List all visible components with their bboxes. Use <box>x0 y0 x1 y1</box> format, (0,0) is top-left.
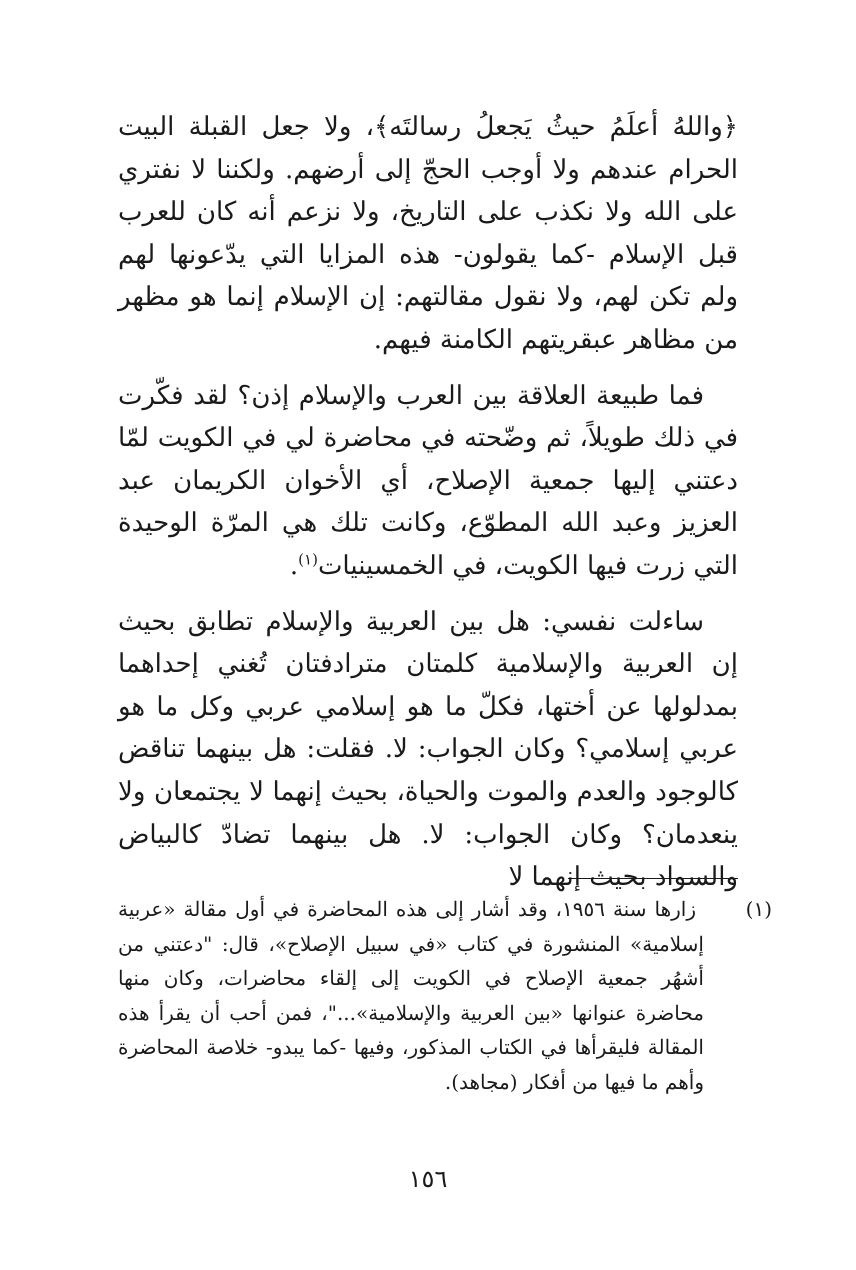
footnote-text: زارها سنة ١٩٥٦، وقد أشار إلى هذه المحاضرة في أول مقالة «عربية إسلامية» المنشورة في كتاب «في سبيل الإصلاح»، قال: "دعتني من أشهُر جمعية الإصلاح في الكويت إلى إلقاء محاضرات، وكان منها محاضرة عنوانها «بين العربية والإسلامية»..."، فمن أحب أن يقرأ هذه المقالة فليقرأها في الكتاب المذكور، وفيها -كما يبدو- خلاصة المحاضرة وأهم ما فيها من أفكار (مجاهد). <box>118 897 704 1094</box>
page-number: ١٥٦ <box>408 1165 448 1193</box>
main-text <box>118 106 738 912</box>
paragraph-2-period: . <box>289 550 299 581</box>
footnote <box>118 892 772 1099</box>
footnote-reference[interactable]: (١) <box>298 550 318 569</box>
footnote-body <box>118 892 772 1099</box>
footnote-separator <box>568 878 738 879</box>
footnote-number: (١) <box>745 897 772 921</box>
paragraph-2 <box>118 375 738 588</box>
paragraph-3: ساءلت نفسي: هل بين العربية والإسلام تطابق بحيث إن العربية والإسلامية كلمتان مترادفتان تُغني إحداهما بمدلولها عن أختها، فكلّ ما هو إسلامي عربي وكل ما هو عربي إسلامي؟ وكان الجواب: لا. فقلت: هل بينهما تناقض كالوجود والعدم والموت والحياة، بحيث إنهما لا يجتمعان ولا ينعدمان؟ وكان الجواب: لا. هل بينهما تضادّ كالبياض والسواد بحيث إنهما لا <box>118 606 738 893</box>
paragraph-2-text: فما طبيعة العلاقة بين العرب والإسلام إذن؟ لقد فكّرت في ذلك طويلاً، ثم وضّحته في محاضرة لي في الكويت لمّا دعتني إليها جمعية الإصلاح، أي الأخوان الكريمان عبد العزيز وعبد الله المطوّع، وكانت تلك هي المرّة الوحيدة التي زرت فيها الكويت، في الخمسينيات <box>118 380 738 581</box>
paragraph-1: ﴿واللهُ أعلَمُ حيثُ يَجعلُ رسالتَه﴾، ولا جعل القبلة البيت الحرام عندهم ولا أوجب الحجّ إلى أرضهم. ولكننا لا نفتري على الله ولا نكذب على التاريخ، ولا نزعم أنه كان للعرب قبل الإسلام -كما يقولون- هذه المزايا التي يدّعونها لهم ولم تكن لهم، ولا نقول مقالتهم: إن الإسلام إنما هو مظهر من مظاهر عبقريتهم الكامنة فيهم. <box>118 112 738 355</box>
